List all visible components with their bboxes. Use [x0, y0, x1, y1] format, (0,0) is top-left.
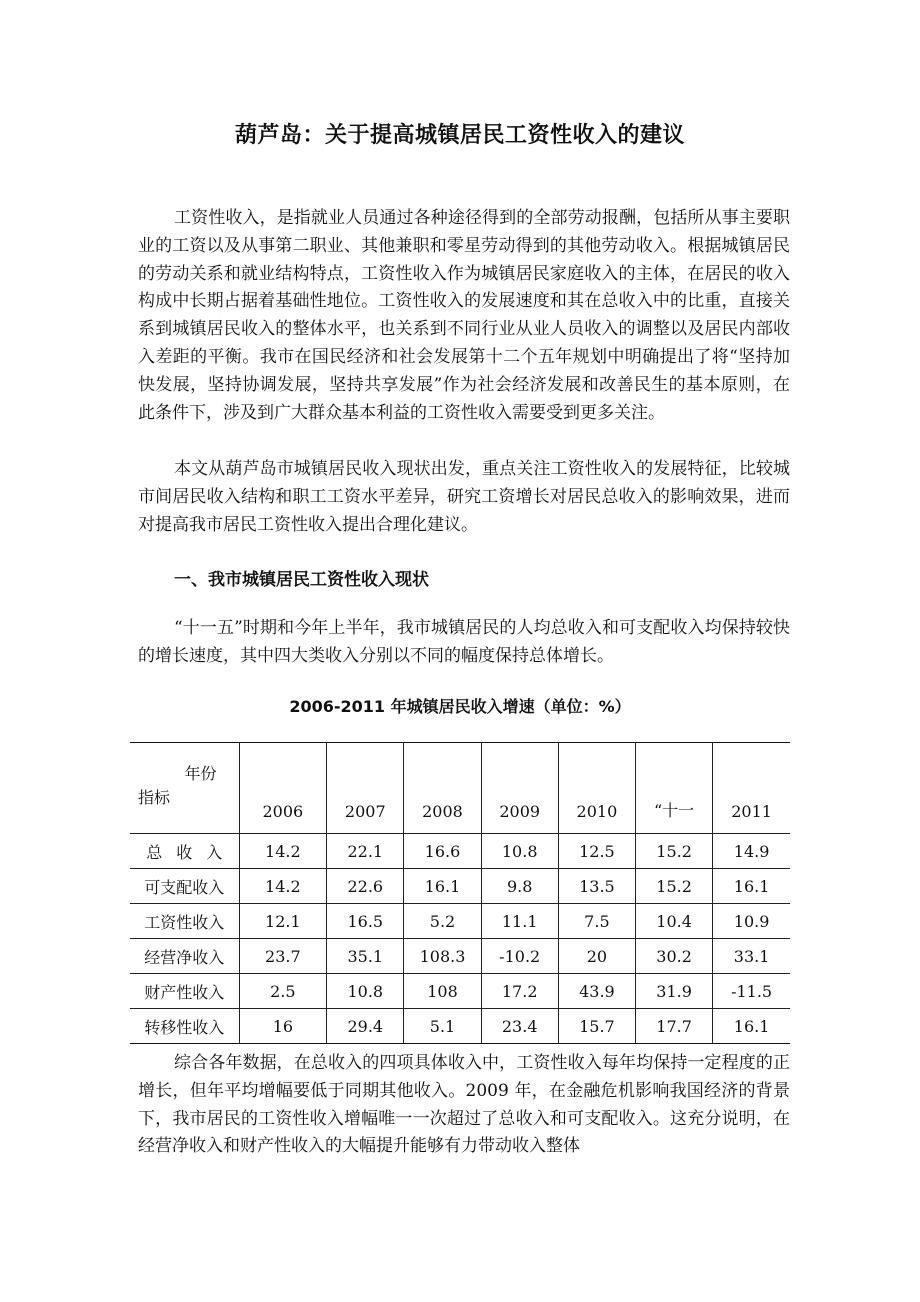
table-cell: 108 [404, 974, 481, 1009]
table-cell: 14.9 [713, 834, 790, 869]
corner-year-label: 年份 [184, 764, 217, 783]
purpose-paragraph: 本文从葫芦岛市城镇居民收入现状出发，重点关注工资性收入的发展特征，比较城市间居民收入结构和职工工资水平差异，研究工资增长对居民总收入的影响效果，进而对提高我市居民工资性收入提出合理化建议。 [138, 459, 790, 535]
table-cell: 9.8 [481, 869, 558, 904]
table-cell: 10.8 [481, 834, 558, 869]
table-row [130, 939, 790, 974]
table-cell: 16.1 [404, 869, 481, 904]
row-label: 财产性收入 [130, 974, 239, 1009]
table-cell: 23.4 [481, 1009, 558, 1044]
table-row [130, 974, 790, 1009]
table-cell: 10.8 [327, 974, 404, 1009]
table-cell: 11.1 [481, 904, 558, 939]
column-header: 2010 [558, 743, 635, 834]
table-corner-cell [130, 743, 239, 834]
table-cell: 20 [558, 939, 635, 974]
table-cell: 29.4 [327, 1009, 404, 1044]
table-cell: 13.5 [558, 869, 635, 904]
table-row [130, 1009, 790, 1044]
column-header: 2006 [239, 743, 327, 834]
table-cell: 14.2 [239, 834, 327, 869]
table-cell: 23.7 [239, 939, 327, 974]
table-cell: 16 [239, 1009, 327, 1044]
table-cell: 108.3 [404, 939, 481, 974]
table-row [130, 834, 790, 869]
table-cell: 22.6 [327, 869, 404, 904]
table-row [130, 904, 790, 939]
table-cell: 16.1 [713, 869, 790, 904]
column-header: 2007 [327, 743, 404, 834]
document-title: 葫芦岛：关于提高城镇居民工资性收入的建议 [234, 123, 685, 148]
column-header: 2009 [481, 743, 558, 834]
table-title: 2006-2011 年城镇居民收入增速（单位：%） [289, 697, 631, 716]
table-cell: -11.5 [713, 974, 790, 1009]
table-cell: 35.1 [327, 939, 404, 974]
table-cell: 15.2 [636, 834, 713, 869]
row-label: 可支配收入 [130, 869, 239, 904]
row-label-total-income: 总收入 [130, 834, 239, 869]
table-cell: 12.1 [239, 904, 327, 939]
section-paragraph: “十一五”时期和今年上半年，我市城镇居民的人均总收入和可支配收入均保持较快的增长速度，其中四大类收入分别以不同的幅度保持总体增长。 [138, 618, 790, 666]
income-growth-table [130, 742, 790, 1044]
table-cell: 2.5 [239, 974, 327, 1009]
table-row [130, 869, 790, 904]
table-cell: 17.7 [636, 1009, 713, 1044]
table-header-row [130, 743, 790, 834]
table-cell: 17.2 [481, 974, 558, 1009]
column-header: “十一 [636, 743, 713, 834]
table-cell: 16.6 [404, 834, 481, 869]
table-cell: 5.2 [404, 904, 481, 939]
table-cell: -10.2 [481, 939, 558, 974]
column-header: 2008 [404, 743, 481, 834]
closing-paragraph: 综合各年数据，在总收入的四项具体收入中，工资性收入每年均保持一定程度的正增长，但年平均增幅要低于同期其他收入。2009 年，在金融危机影响我国经济的背景下，我市居民的工资性收入增幅唯一一次超过了总收入和可支配收入。这充分说明，在经营净收入和财产性收入的大幅提升能够有力带动收入整体 [138, 1053, 790, 1157]
table-cell: 10.9 [713, 904, 790, 939]
table-cell: 33.1 [713, 939, 790, 974]
table-cell: 22.1 [327, 834, 404, 869]
table-cell: 7.5 [558, 904, 635, 939]
corner-indicator-label: 指标 [138, 788, 171, 807]
row-label: 转移性收入 [130, 1009, 239, 1044]
table-cell: 12.5 [558, 834, 635, 869]
table-cell: 31.9 [636, 974, 713, 1009]
table-cell: 14.2 [239, 869, 327, 904]
table-cell: 16.5 [327, 904, 404, 939]
table-cell: 10.4 [636, 904, 713, 939]
table-cell: 15.2 [636, 869, 713, 904]
row-label: 经营净收入 [130, 939, 239, 974]
column-header: 2011 [713, 743, 790, 834]
table-cell: 30.2 [636, 939, 713, 974]
section-heading: 一、我市城镇居民工资性收入现状 [174, 570, 429, 590]
table-cell: 43.9 [558, 974, 635, 1009]
row-label: 工资性收入 [130, 904, 239, 939]
table-cell: 5.1 [404, 1009, 481, 1044]
intro-paragraph: 工资性收入，是指就业人员通过各种途径得到的全部劳动报酬，包括所从事主要职业的工资以及从事第二职业、其他兼职和零星劳动得到的其他劳动收入。根据城镇居民的劳动关系和就业结构特点，工资性收入作为城镇居民家庭收入的主体，在居民的收入构成中长期占据着基础性地位。工资性收入的发展速度和其在总收入中的比重，直接关系到城镇居民收入的整体水平，也关系到不同行业从业人员收入的调整以及居民内部收入差距的平衡。我市在国民经济和社会发展第十二个五年规划中明确提出了将“坚持加快发展，坚持协调发展，坚持共享发展”作为社会经济发展和改善民生的基本原则，在此条件下，涉及到广大群众基本利益的工资性收入需要受到更多关注。 [138, 208, 790, 423]
table-cell: 16.1 [713, 1009, 790, 1044]
table-cell: 15.7 [558, 1009, 635, 1044]
